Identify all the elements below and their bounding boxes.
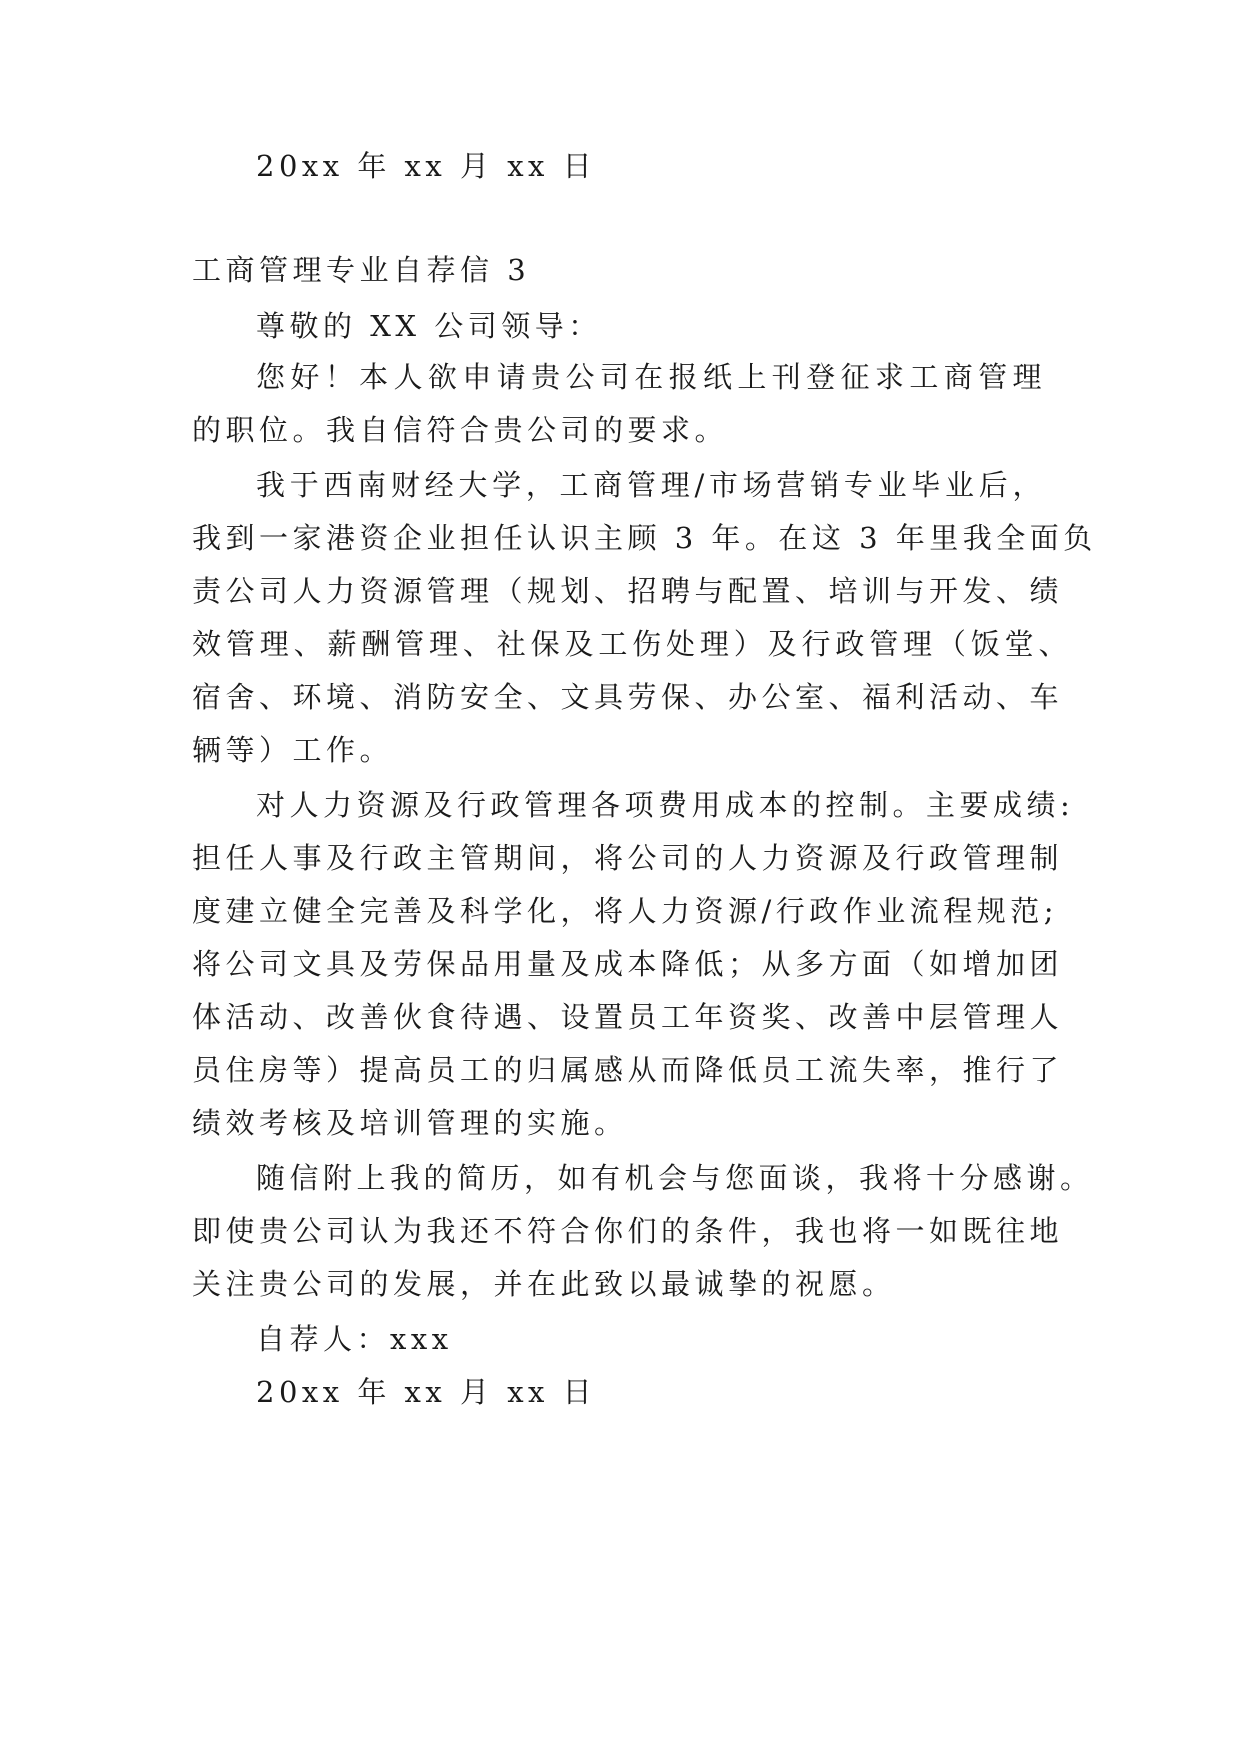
top-date: 20xx 年 xx 月 xx 日 [256, 149, 597, 183]
paragraph-line: 将公司文具及劳保品用量及成本降低；从多方面（如增加团 [192, 947, 1064, 981]
signature: 自荐人：xxx [256, 1322, 453, 1356]
paragraph-line: 辆等）工作。 [192, 733, 394, 767]
paragraph-line: 您好！本人欲申请贵公司在报纸上刊登征求工商管理 [256, 360, 1046, 394]
paragraph-line: 宿舍、环境、消防安全、文具劳保、办公室、福利活动、车 [192, 680, 1064, 714]
paragraph-line: 度建立健全完善及科学化，将人力资源/行政作业流程规范; [192, 894, 1059, 928]
paragraph-line: 关注贵公司的发展，并在此致以最诚挚的祝愿。 [192, 1267, 896, 1301]
bottom-date: 20xx 年 xx 月 xx 日 [256, 1375, 597, 1409]
paragraph-line: 绩效考核及培训管理的实施。 [192, 1106, 628, 1140]
letter-title: 工商管理专业自荐信 3 [192, 253, 531, 287]
paragraph-line: 的职位。我自信符合贵公司的要求。 [192, 413, 729, 447]
salutation: 尊敬的 XX 公司领导： [256, 309, 602, 343]
paragraph-line: 员住房等）提高员工的归属感从而降低员工流失率，推行了 [192, 1053, 1064, 1087]
paragraph-line: 体活动、改善伙食待遇、设置员工年资奖、改善中层管理人 [192, 1000, 1064, 1034]
paragraph-line: 随信附上我的简历，如有机会与您面谈，我将十分感谢。 [256, 1161, 1094, 1195]
paragraph-line: 担任人事及行政主管期间，将公司的人力资源及行政管理制 [192, 841, 1064, 875]
paragraph-line: 即使贵公司认为我还不符合你们的条件，我也将一如既往地 [192, 1214, 1064, 1248]
paragraph-line: 我到一家港资企业担任认识主顾 3 年。在这 3 年里我全面负 [192, 521, 1097, 555]
paragraph-line: 责公司人力资源管理（规划、招聘与配置、培训与开发、绩 [192, 574, 1064, 608]
paragraph-line: 我于西南财经大学，工商管理/市场营销专业毕业后， [256, 468, 1046, 502]
paragraph-line: 效管理、薪酬管理、社保及工伤处理）及行政管理（饭堂、 [192, 627, 1072, 661]
paragraph-line: 对人力资源及行政管理各项费用成本的控制。主要成绩: [256, 788, 1075, 822]
